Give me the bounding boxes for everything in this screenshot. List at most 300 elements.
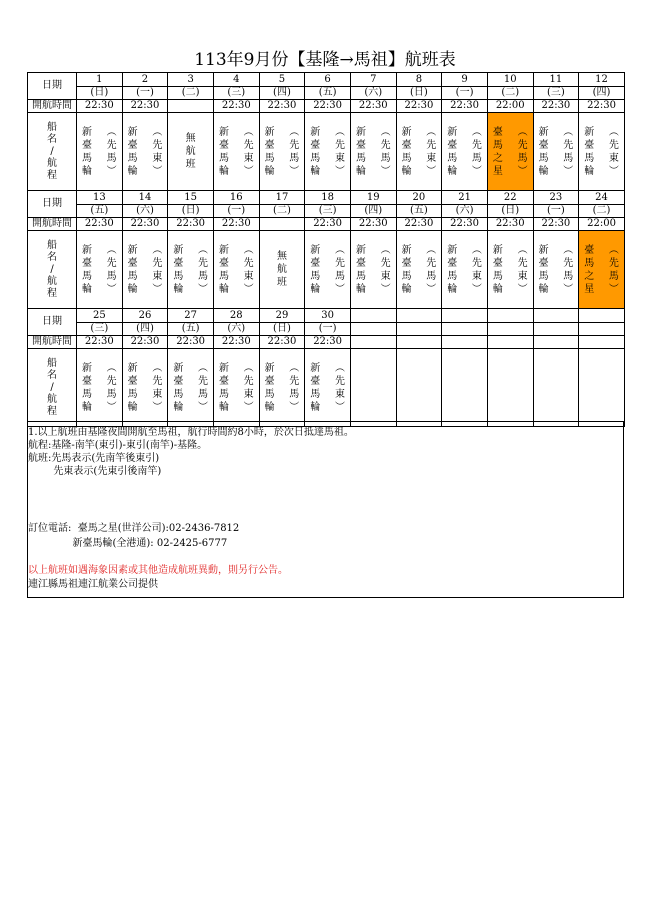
- day-weekday: (日): [259, 323, 305, 336]
- day-weekday: [579, 323, 625, 336]
- day-weekday: (三): [213, 87, 259, 100]
- label-char: 船: [47, 121, 57, 133]
- route-char: ︵: [197, 362, 208, 374]
- day-weekday: (日): [77, 87, 123, 100]
- ship-name-char: 新: [218, 362, 229, 374]
- ship-cell: [213, 349, 259, 427]
- route-char: ︶: [243, 283, 254, 295]
- route-char: ︶: [243, 401, 254, 413]
- route-char: 東: [517, 270, 528, 282]
- ship-name: [82, 362, 92, 414]
- depart-time: 22:30: [579, 100, 625, 113]
- day-date: [350, 309, 396, 323]
- route-order: [244, 126, 254, 178]
- route-char: 東: [471, 270, 482, 282]
- route-char: ︵: [334, 244, 345, 256]
- ship-name-char: 臺: [127, 375, 138, 387]
- note-line-4: 先東表示(先東引後南竿): [28, 466, 162, 477]
- ship-name-char: 新: [82, 362, 92, 374]
- route-order: [198, 244, 208, 296]
- route-char: 東: [426, 152, 437, 164]
- ship-name: [584, 126, 594, 178]
- depart-time: [442, 336, 488, 349]
- date-label: 日期: [28, 191, 77, 218]
- route-char: 先: [517, 257, 528, 269]
- ship-name-char: 輪: [82, 165, 92, 177]
- route-char: ︶: [517, 165, 528, 177]
- time-row: [28, 336, 625, 349]
- route-order: [472, 244, 482, 296]
- route-char: 東: [608, 152, 619, 164]
- route-char: 先: [426, 257, 437, 269]
- ship-name-char: 臺: [218, 257, 229, 269]
- route-char: 馬: [197, 388, 208, 400]
- route-order: [244, 244, 254, 296]
- day-weekday: (一): [213, 205, 259, 218]
- ship-name-char: 星: [584, 283, 595, 295]
- route-order: [426, 244, 436, 296]
- route-char: ︶: [152, 283, 163, 295]
- day-date: 17: [259, 191, 305, 205]
- ship-name-char: 新: [447, 126, 458, 138]
- route-char: 馬: [106, 388, 117, 400]
- route-char: 先: [152, 139, 163, 151]
- day-weekday: (四): [350, 205, 396, 218]
- route-char: 先: [152, 375, 163, 387]
- ship-name-char: 馬: [173, 388, 184, 400]
- depart-time: 22:30: [168, 218, 214, 231]
- route-order: [381, 244, 391, 296]
- ship-route-label: [28, 231, 77, 309]
- ship-cell: [442, 349, 488, 427]
- ship-name-char: 馬: [355, 270, 366, 282]
- ship-name-char: 新: [218, 126, 229, 138]
- route-char: 東: [152, 388, 163, 400]
- ship-row: [28, 113, 625, 191]
- day-weekday: (日): [168, 205, 214, 218]
- depart-time-label: 開航時間: [28, 218, 77, 231]
- day-weekday: (二): [168, 87, 214, 100]
- ship-name-char: 輪: [264, 165, 275, 177]
- day-weekday: [533, 323, 579, 336]
- ship-cell: [77, 231, 123, 309]
- route-char: ︶: [152, 165, 163, 177]
- label-char: /: [50, 145, 54, 157]
- day-date: 7: [350, 73, 396, 87]
- route-char: ︶: [334, 283, 345, 295]
- ship-name-char: 馬: [82, 270, 92, 282]
- ship-name-char: 新: [355, 244, 366, 256]
- day-weekday: (四): [122, 323, 168, 336]
- route-char: 先: [563, 257, 574, 269]
- route-char: ︵: [106, 244, 117, 256]
- route-char: 東: [152, 270, 163, 282]
- ship-name-char: 臺: [401, 257, 412, 269]
- depart-time: 22:30: [122, 100, 168, 113]
- route-char: ︶: [517, 283, 528, 295]
- route-order: [609, 126, 619, 178]
- ship-cell: [350, 349, 396, 427]
- day-weekday: (一): [122, 87, 168, 100]
- ship-name-char: 臺: [584, 139, 595, 151]
- route-char: ︶: [563, 283, 574, 295]
- depart-time: 22:00: [579, 218, 625, 231]
- day-date: 3: [168, 73, 214, 87]
- date-row: [28, 191, 625, 205]
- depart-time: 22:30: [305, 336, 351, 349]
- ship-cell: [122, 231, 168, 309]
- route-char: 東: [380, 270, 391, 282]
- day-date: 10: [487, 73, 533, 87]
- ship-name-char: 馬: [264, 152, 275, 164]
- route-char: 馬: [197, 270, 208, 282]
- ship-name-char: 馬: [127, 388, 138, 400]
- route-char: 先: [471, 257, 482, 269]
- ship-name-char: 輪: [538, 283, 549, 295]
- route-order: [335, 362, 345, 414]
- depart-time: 22:30: [122, 336, 168, 349]
- route-char: ︶: [106, 401, 117, 413]
- ship-name-char: 輪: [584, 165, 595, 177]
- route-order: [426, 126, 436, 178]
- ship-name: [82, 244, 92, 296]
- ship-cell: [259, 113, 305, 191]
- route-char: 先: [243, 375, 254, 387]
- ship-name-char: 臺: [538, 139, 549, 151]
- note-line-2: 航程:基隆-南竿(東引)-東引(南竿)-基隆。: [28, 440, 208, 451]
- ship-name: [310, 126, 320, 178]
- route-order: [107, 126, 117, 178]
- label-char: 名: [47, 369, 57, 381]
- day-date: 6: [305, 73, 351, 87]
- route-order: [244, 362, 254, 414]
- route-char: ︵: [426, 126, 437, 138]
- route-order: [289, 362, 299, 414]
- ship-name-char: 輪: [447, 283, 458, 295]
- depart-time: [350, 336, 396, 349]
- ship-cell: [533, 349, 579, 427]
- route-order: [152, 362, 162, 414]
- ship-name-char: 臺: [310, 139, 321, 151]
- provider-credit: 連江縣馬祖連江航業公司提供: [28, 579, 158, 590]
- ship-cell: [168, 349, 214, 427]
- ship-name-char: 新: [538, 126, 549, 138]
- depart-time: 22:30: [533, 218, 579, 231]
- ship-row: [28, 231, 625, 309]
- day-weekday: (一): [305, 323, 351, 336]
- route-char: ︶: [608, 165, 619, 177]
- ship-name: [539, 244, 549, 296]
- ship-cell: [259, 231, 305, 309]
- ship-name-char: 新: [310, 126, 321, 138]
- ship-name-char: 馬: [492, 270, 503, 282]
- route-order: [609, 244, 619, 296]
- route-char: ︵: [197, 244, 208, 256]
- ship-name-char: 臺: [584, 244, 595, 256]
- ship-name-char: 臺: [82, 257, 92, 269]
- ship-name-char: 臺: [355, 139, 366, 151]
- ship-name-char: 馬: [127, 152, 138, 164]
- day-weekday: (二): [579, 205, 625, 218]
- ship-name-char: 臺: [82, 139, 92, 151]
- label-char: 船: [47, 357, 57, 369]
- date-row: [28, 309, 625, 323]
- route-char: 馬: [289, 152, 300, 164]
- ship-name: [219, 362, 229, 414]
- ship-cell: [213, 231, 259, 309]
- ship-name-char: 臺: [447, 139, 458, 151]
- day-weekday: (六): [213, 323, 259, 336]
- route-char: ︶: [289, 401, 300, 413]
- route-char: 先: [563, 139, 574, 151]
- day-weekday: (六): [122, 205, 168, 218]
- no-sailing-char: 航: [185, 146, 196, 157]
- depart-time-label: 開航時間: [28, 100, 77, 113]
- day-weekday: (五): [168, 323, 214, 336]
- ship-name-char: 之: [492, 152, 503, 164]
- route-char: ︶: [426, 165, 437, 177]
- label-char: 名: [47, 133, 57, 145]
- day-weekday: [487, 323, 533, 336]
- ship-name-char: 臺: [310, 375, 321, 387]
- ship-name-char: 之: [584, 270, 595, 282]
- ship-name-char: 新: [401, 244, 412, 256]
- warning-notice: 以上航班如遇海象因素或其他造成航班異動，則另行公告。: [28, 565, 288, 576]
- route-char: 先: [243, 139, 254, 151]
- route-char: ︶: [426, 283, 437, 295]
- ship-name: [356, 244, 366, 296]
- route-char: 馬: [380, 152, 391, 164]
- depart-time: 22:30: [213, 336, 259, 349]
- ship-route-label: [28, 349, 77, 427]
- ship-name: [173, 244, 183, 296]
- route-char: ︶: [380, 165, 391, 177]
- route-char: ︵: [243, 126, 254, 138]
- day-date: 21: [442, 191, 488, 205]
- ship-name-char: 新: [264, 126, 275, 138]
- depart-time: 22:00: [487, 100, 533, 113]
- date-row: [28, 73, 625, 87]
- route-char: ︵: [380, 244, 391, 256]
- ship-name-char: 新: [173, 362, 184, 374]
- ship-name: [356, 126, 366, 178]
- day-weekday: (六): [350, 87, 396, 100]
- route-char: 東: [243, 152, 254, 164]
- ship-name-char: 臺: [355, 257, 366, 269]
- ship-cell: [122, 113, 168, 191]
- ship-name-char: 臺: [173, 257, 184, 269]
- ship-name-char: 輪: [538, 165, 549, 177]
- ship-name-char: 輪: [401, 283, 412, 295]
- ship-cell: [259, 349, 305, 427]
- day-weekday: (四): [259, 87, 305, 100]
- day-date: [396, 309, 442, 323]
- ship-name-char: 馬: [82, 388, 92, 400]
- route-char: 先: [197, 257, 208, 269]
- route-char: 馬: [563, 152, 574, 164]
- depart-time: [168, 100, 214, 113]
- ship-name-char: 馬: [218, 388, 229, 400]
- ship-name-char: 馬: [82, 152, 92, 164]
- ship-cell: [77, 113, 123, 191]
- ship-name-char: 輪: [310, 401, 321, 413]
- depart-time: 22:30: [350, 100, 396, 113]
- route-char: 先: [152, 257, 163, 269]
- route-char: 先: [289, 139, 300, 151]
- day-weekday: (二): [259, 205, 305, 218]
- route-char: ︶: [197, 283, 208, 295]
- route-char: ︶: [471, 165, 482, 177]
- ship-name-char: 新: [538, 244, 549, 256]
- depart-time: [579, 336, 625, 349]
- ship-name: [310, 244, 320, 296]
- ship-name-char: 輪: [218, 401, 229, 413]
- day-weekday: (三): [305, 205, 351, 218]
- route-order: [289, 126, 299, 178]
- route-char: ︶: [471, 283, 482, 295]
- label-char: 程: [47, 169, 57, 181]
- ship-name-char: 馬: [447, 152, 458, 164]
- route-char: ︵: [517, 126, 528, 138]
- route-char: ︵: [289, 362, 300, 374]
- route-char: ︶: [152, 401, 163, 413]
- ship-name-char: 馬: [310, 152, 321, 164]
- ship-name-char: 臺: [218, 139, 229, 151]
- ship-name-char: 臺: [447, 257, 458, 269]
- day-date: 23: [533, 191, 579, 205]
- route-char: 先: [106, 139, 117, 151]
- route-char: ︵: [152, 244, 163, 256]
- ship-name-char: 馬: [538, 270, 549, 282]
- day-date: 8: [396, 73, 442, 87]
- ship-name-char: 輪: [492, 283, 503, 295]
- route-char: 馬: [106, 152, 117, 164]
- ship-name-char: 新: [584, 126, 595, 138]
- route-char: ︶: [380, 283, 391, 295]
- label-char: 航: [47, 275, 57, 287]
- depart-time: 22:30: [213, 100, 259, 113]
- route-order: [198, 362, 208, 414]
- route-order: [518, 244, 528, 296]
- day-weekday: (三): [533, 87, 579, 100]
- ship-name: [265, 126, 275, 178]
- ship-cell: [533, 113, 579, 191]
- route-char: ︶: [608, 283, 619, 295]
- no-sailing: [168, 132, 213, 171]
- ship-name-char: 臺: [127, 257, 138, 269]
- route-order: [152, 244, 162, 296]
- day-weekday: (四): [579, 87, 625, 100]
- ship-name: [310, 362, 320, 414]
- day-date: 27: [168, 309, 214, 323]
- ship-row: [28, 349, 625, 427]
- route-char: 先: [334, 139, 345, 151]
- ship-name: [447, 126, 457, 178]
- route-order: [563, 126, 573, 178]
- route-char: 馬: [426, 270, 437, 282]
- ship-cell: [122, 349, 168, 427]
- ship-name: [402, 244, 412, 296]
- ship-name-char: 輪: [355, 165, 366, 177]
- route-char: 東: [243, 388, 254, 400]
- ship-name-char: 輪: [127, 283, 138, 295]
- route-char: 先: [106, 375, 117, 387]
- depart-time: 22:30: [396, 100, 442, 113]
- route-char: 東: [334, 388, 345, 400]
- no-sailing-char: 無: [276, 251, 287, 262]
- ship-name-char: 馬: [401, 152, 412, 164]
- ship-name-char: 星: [492, 165, 503, 177]
- ship-cell: [579, 113, 625, 191]
- ship-name-char: 臺: [492, 126, 503, 138]
- ship-name-char: 輪: [127, 401, 138, 413]
- ship-cell: [305, 349, 351, 427]
- ship-cell: [350, 231, 396, 309]
- label-char: /: [50, 381, 54, 393]
- ship-cell: [396, 231, 442, 309]
- ship-name-char: 馬: [447, 270, 458, 282]
- ship-name-char: 臺: [401, 139, 412, 151]
- ship-name: [539, 126, 549, 178]
- route-char: 馬: [517, 152, 528, 164]
- ship-name-char: 新: [82, 126, 92, 138]
- route-char: 東: [152, 152, 163, 164]
- route-order: [107, 244, 117, 296]
- ship-name: [82, 126, 92, 178]
- day-date: 2: [122, 73, 168, 87]
- day-date: 12: [579, 73, 625, 87]
- route-char: ︵: [426, 244, 437, 256]
- day-date: 24: [579, 191, 625, 205]
- ship-cell: [350, 113, 396, 191]
- depart-time: [396, 336, 442, 349]
- route-char: ︶: [289, 165, 300, 177]
- day-date: 25: [77, 309, 123, 323]
- ship-name: [447, 244, 457, 296]
- depart-time: 22:30: [533, 100, 579, 113]
- route-char: ︵: [152, 126, 163, 138]
- ship-name: [128, 362, 138, 414]
- ship-name: [402, 126, 412, 178]
- day-date: 4: [213, 73, 259, 87]
- label-char: /: [50, 263, 54, 275]
- ship-name: [128, 244, 138, 296]
- depart-time: 22:30: [305, 100, 351, 113]
- depart-time: 22:30: [350, 218, 396, 231]
- route-char: ︵: [563, 244, 574, 256]
- day-date: 5: [259, 73, 305, 87]
- depart-time: 22:30: [442, 100, 488, 113]
- route-order: [381, 126, 391, 178]
- ship-cell: [442, 231, 488, 309]
- ship-name-char: 馬: [310, 388, 321, 400]
- route-char: ︵: [471, 244, 482, 256]
- day-weekday: (日): [396, 87, 442, 100]
- route-char: ︵: [152, 362, 163, 374]
- label-char: 程: [47, 405, 57, 417]
- ship-name-char: 臺: [310, 257, 321, 269]
- ship-cell: [77, 349, 123, 427]
- ship-name-char: 輪: [310, 283, 321, 295]
- ship-name-char: 臺: [218, 375, 229, 387]
- route-char: ︵: [563, 126, 574, 138]
- ship-name-char: 輪: [310, 165, 321, 177]
- depart-time: [533, 336, 579, 349]
- ship-name-char: 臺: [264, 375, 275, 387]
- ship-name-char: 馬: [584, 257, 595, 269]
- day-weekday: (六): [442, 205, 488, 218]
- day-date: 14: [122, 191, 168, 205]
